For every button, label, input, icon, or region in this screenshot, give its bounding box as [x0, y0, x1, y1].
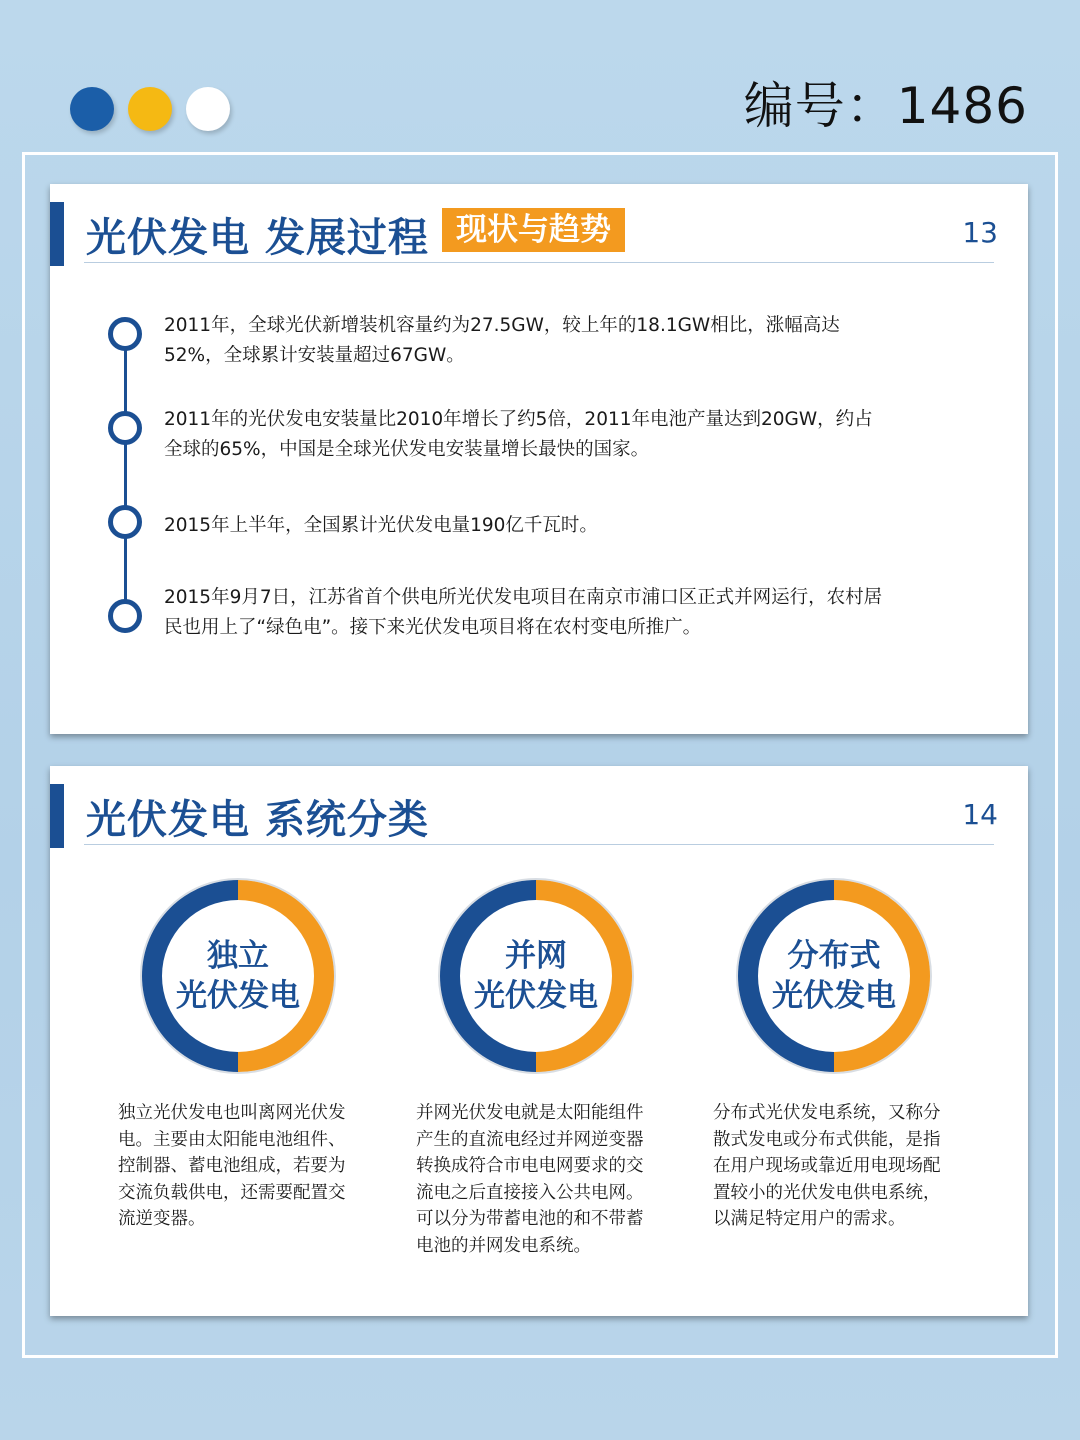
title-sub: 系统分类 [264, 797, 429, 843]
slide-development-history [50, 184, 1028, 734]
blue-dot [70, 87, 114, 131]
title-divider [84, 262, 994, 263]
ring-grid-connected-pv [436, 876, 636, 1076]
page-number: 14 [962, 798, 998, 831]
ring-label [734, 876, 934, 1076]
ring-label-line1: 独立 [207, 938, 269, 974]
timeline-item: 2011年，全球光伏新增装机容量约为27.5GW，较上年的18.1GW相比，涨幅高达52%，全球累计安装量超过67GW。 [164, 315, 840, 366]
title-accent-bar [50, 784, 64, 848]
ring-label-line1: 并网 [505, 938, 567, 974]
timeline-item: 2015年上半年，全国累计光伏发电量190亿千瓦时。 [164, 515, 598, 536]
ring-independent-pv [138, 876, 338, 1076]
type-description: 分布式光伏发电系统，又称分散式发电或分布式供能，是指在用户现场或靠近用电现场配置较小的光伏发电供电系统，以满足特定用户的需求。 [713, 1103, 941, 1229]
ring-distributed-pv [734, 876, 934, 1076]
ring-label-line2: 光伏发电 [176, 978, 300, 1014]
slide-system-classification [50, 766, 1028, 1316]
page-number: 13 [962, 216, 998, 249]
type-description: 独立光伏发电也叫离网光伏发电。主要由太阳能电池组件、控制器、蓄电池组成，若要为交流负载供电，还需要配置交流逆变器。 [118, 1103, 346, 1229]
title-main: 光伏发电 [86, 797, 250, 843]
status-tag: 现状与趋势 [442, 208, 625, 252]
ring-label [436, 876, 636, 1076]
ring-label-line1: 分布式 [787, 938, 881, 974]
timeline-node [108, 599, 142, 633]
timeline-item: 2015年9月7日，江苏省首个供电所光伏发电项目在南京市浦口区正式并网运行，农村居民也用上了“绿色电”。接下来光伏发电项目将在农村变电所推广。 [164, 587, 883, 638]
ring-label-line2: 光伏发电 [772, 978, 896, 1014]
serial-number: 编号：1486 [743, 77, 1028, 135]
slide-title [86, 206, 429, 263]
ring-label [138, 876, 338, 1076]
white-dot [186, 87, 230, 131]
ring-label-line2: 光伏发电 [474, 978, 598, 1014]
timeline-line [124, 334, 127, 616]
title-accent-bar [50, 202, 64, 266]
timeline-node [108, 505, 142, 539]
type-description: 并网光伏发电就是太阳能组件产生的直流电经过并网逆变器转换成符合市电电网要求的交流电之后直接接入公共电网。可以分为带蓄电池的和不带蓄电池的并网发电系统。 [416, 1103, 644, 1256]
timeline-node [108, 317, 142, 351]
title-main: 光伏发电 [86, 215, 250, 261]
decorative-dots [70, 87, 230, 131]
timeline-node [108, 411, 142, 445]
slide-title [86, 788, 429, 845]
title-sub: 发展过程 [264, 215, 429, 261]
timeline-item: 2011年的光伏发电安装量比2010年增长了约5倍，2011年电池产量达到20GW，约占全球的65%，中国是全球光伏发电安装量增长最快的国家。 [164, 409, 873, 460]
yellow-dot [128, 87, 172, 131]
title-divider [84, 844, 994, 845]
